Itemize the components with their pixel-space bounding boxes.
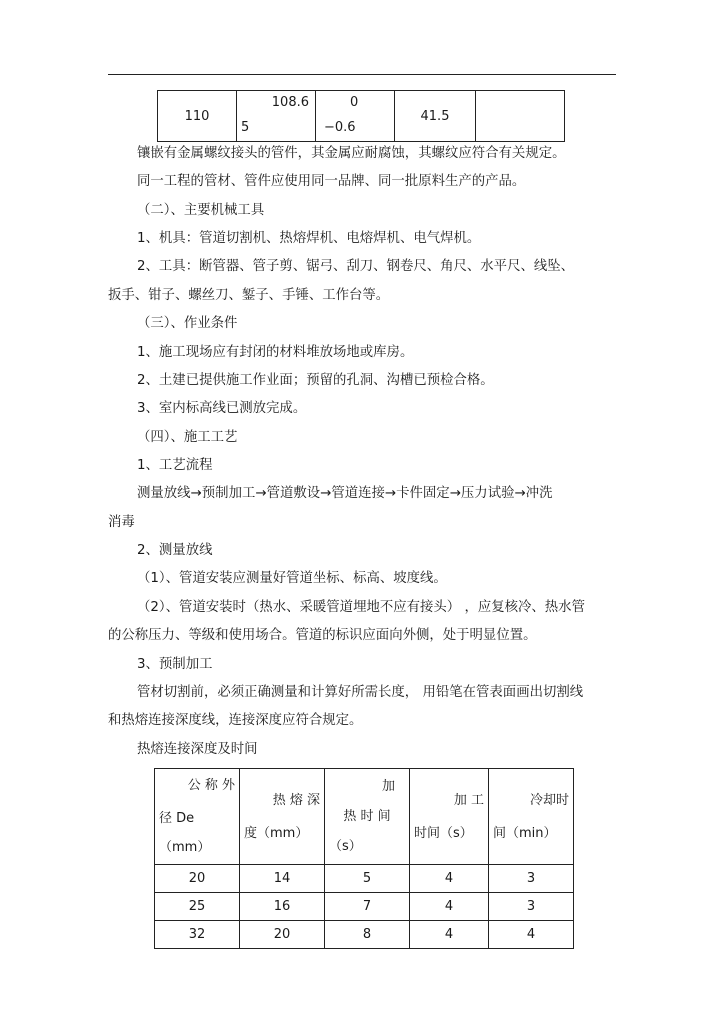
cell-text: 110 <box>184 108 210 124</box>
section-heading: （三）、作业条件 <box>137 316 238 331</box>
table-cell: 5 <box>325 865 410 893</box>
cell-text-bottom: −0.6 <box>324 120 356 135</box>
header-text: （s） <box>329 838 362 854</box>
paragraph-line: 3、室内标高线已测放完成。 <box>137 401 307 416</box>
table-row <box>158 91 565 142</box>
table-cell: 20 <box>155 865 240 893</box>
cell-text: 41.5 <box>420 108 450 124</box>
table-row <box>155 893 574 921</box>
header-text: 公 称 外 <box>187 778 235 793</box>
table-cell: 20 <box>240 921 325 949</box>
header-text: 热 时 间 <box>343 808 391 824</box>
page-top-rule <box>108 74 616 75</box>
cell-text-top: 0 <box>350 95 359 110</box>
table-cell: 4 <box>410 921 489 949</box>
table-cell <box>476 91 565 142</box>
table-cell: 8 <box>325 921 410 949</box>
paragraph-line: 1、施工现场应有封闭的材料堆放场地或库房。 <box>137 345 414 360</box>
paragraph-line: 镶嵌有金属螺纹接头的管件，其金属应耐腐蚀，其螺纹应符合有关规定。 <box>137 146 566 161</box>
table-cell: 4 <box>489 921 574 949</box>
header-cell <box>325 769 410 865</box>
table-cell: 25 <box>155 893 240 921</box>
pipe-spec-table <box>157 90 565 142</box>
header-cell <box>489 769 574 865</box>
paragraph-line: 2、工具：断管器、管子剪、锯弓、刮刀、钢卷尺、角尺、水平尺、线坠、 <box>137 259 575 274</box>
table-cell: 4 <box>410 865 489 893</box>
table-cell <box>316 91 395 142</box>
table-cell: 32 <box>155 921 240 949</box>
table-caption: 热熔连接深度及时间 <box>137 742 258 757</box>
paragraph-line: 同一工程的管材、管件应使用同一品牌、同一批原料生产的产品。 <box>137 174 526 189</box>
header-text: 径 De（mm） <box>159 811 211 855</box>
process-flow-line: 测量放线→预制加工→管道敷设→管道连接→卡件固定→压力试验→冲洗 <box>137 486 553 501</box>
header-cell <box>410 769 489 865</box>
table-cell <box>237 91 316 142</box>
header-text: 加 工 <box>453 792 484 808</box>
cell-text-top: 108.6 <box>271 95 309 110</box>
paragraph-line: 1、机具：管道切割机、热熔焊机、电熔焊机、电气焊机。 <box>137 231 481 246</box>
header-text: 时间（s） <box>414 825 473 841</box>
paragraph-line: 和热熔连接深度线，连接深度应符合规定。 <box>108 713 363 728</box>
paragraph-line: 的公称压力、等级和使用场合。管道的标识应面向外侧，处于明显位置。 <box>108 628 537 643</box>
paragraph-line: （1）、管道安装应测量好管道坐标、标高、坡度线。 <box>137 571 447 586</box>
paragraph-line: 2、测量放线 <box>137 543 213 558</box>
paragraph-line: 扳手、钳子、螺丝刀、錾子、手锤、工作台等。 <box>108 288 390 303</box>
header-text: 度（mm） <box>244 825 309 841</box>
table-cell: 4 <box>410 893 489 921</box>
header-text: 间（min） <box>493 825 557 841</box>
section-heading: （二）、主要机械工具 <box>137 203 265 218</box>
paragraph-line: 2、土建已提供施工作业面；预留的孔洞、沟槽已预检合格。 <box>137 373 494 388</box>
paragraph-line: （2）、管道安装时（热水、采暖管道埋地不应有接头） ，应复核冷、热水管 <box>137 600 585 615</box>
table-cell: 16 <box>240 893 325 921</box>
header-cell <box>240 769 325 865</box>
paragraph-line: 3、预制加工 <box>137 657 213 672</box>
paragraph-line: 1、工艺流程 <box>137 458 213 473</box>
table-cell <box>158 91 237 142</box>
table-header-row <box>155 769 574 865</box>
table-cell <box>395 91 476 142</box>
table-cell: 3 <box>489 865 574 893</box>
fusion-depth-table <box>154 768 574 949</box>
process-flow-line: 消毒 <box>108 515 135 530</box>
table-row <box>155 921 574 949</box>
table-cell: 7 <box>325 893 410 921</box>
cell-text-bottom: 5 <box>241 120 250 135</box>
table-cell: 14 <box>240 865 325 893</box>
header-text: 冷却时 <box>529 792 569 808</box>
header-cell <box>155 769 240 865</box>
header-text: 热 熔 深 <box>272 792 320 808</box>
section-heading: （四）、施工工艺 <box>137 430 238 445</box>
header-text: 加 <box>381 778 395 794</box>
table-row <box>155 865 574 893</box>
table-cell: 3 <box>489 893 574 921</box>
paragraph-line: 管材切割前，必须正确测量和计算好所需长度， 用铅笔在管表面画出切割线 <box>137 685 584 700</box>
